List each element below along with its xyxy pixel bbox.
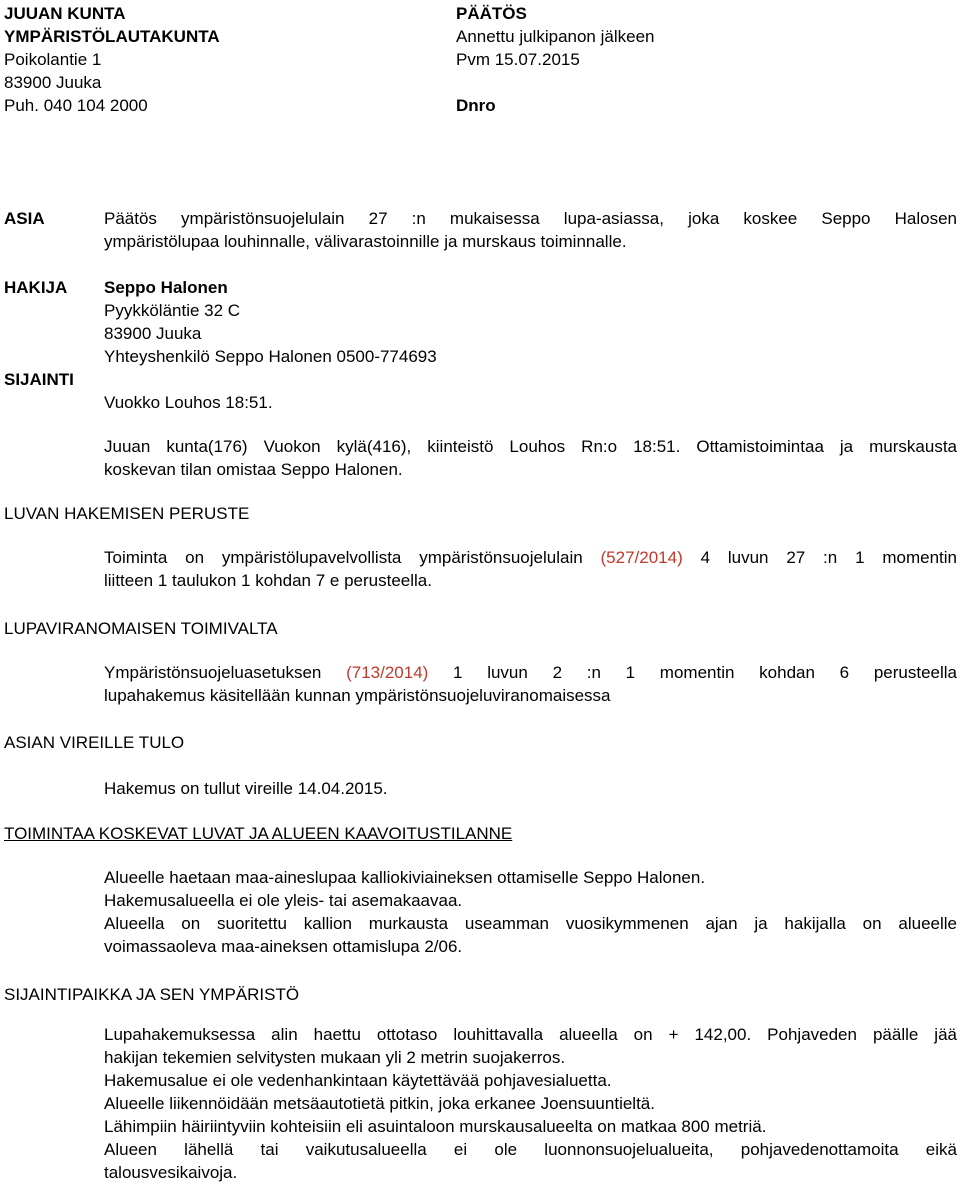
law-reference-link[interactable]: (527/2014) [600,548,683,567]
applicant-block [104,276,437,368]
sijainti-label: SIJAINTI [4,370,74,389]
applicant-address: Pyykköläntie 32 C [104,301,241,320]
asia-label: ASIA [4,209,45,228]
vireille-heading: ASIAN VIREILLE TULO [4,733,185,752]
sijaintipaikka-text: Lupahakemuksessa alin haettu ottotaso louhittavalla alueella on + 142,00. Pohjaveden päälle jää hakijan tekemien selvitysten mukaan yli 2 metrin suojakerros. Hakemusalue ei ole vedenhankintaan käytettävää pohjavesialuetta. Alueelle liikennöidään metsäautotietä pitkin, joka erkanee Joensuuntieltä. Lähimpiin häiriintyviin kohteisiin eli asuintaloon murskausalueelta on matkaa 800 metriä. Alueen lähellä tai vaikutusalueella ei ole luonnonsuojelualueita, pohjavedenottamoita eikä talousvesikaivoja. [104,1025,957,1182]
sender-block [4,2,220,117]
toimivalta-text: Ympäristönsuojeluasetuksen (713/2014) 1 luvun 2 :n 1 momentin kohdan 6 perusteella lupahakemus käsitellään kunnan ympäristönsuojeluviranomaisessa [104,663,957,705]
decision-date: Pvm 15.07.2015 [456,50,580,69]
luvat-text: Alueelle haetaan maa-aineslupaa kalliokiviaineksen ottamiselle Seppo Halonen. Hakemusalueella ei ole yleis- tai asemakaavaa. Alueella on suoritettu kallion murkausta useamman vuosikymmenen ajan ja hakijalla on alueelle voimassaoleva maa-aineksen ottamislupa 2/06. [104,868,957,956]
sijaintipaikka-heading: SIJAINTIPAIKKA JA SEN YMPÄRISTÖ [4,985,300,1004]
location-description: Juuan kunta(176) Vuokon kylä(416), kiinteistö Louhos Rn:o 18:51. Ottamistoimintaa ja murskausta koskevan tilan omistaa Seppo Halonen. [104,437,957,479]
vireille-text: Hakemus on tullut vireille 14.04.2015. [104,779,388,798]
decree-reference-link[interactable]: (713/2014) [346,663,429,682]
applicant-contact: Yhteyshenkilö Seppo Halonen 0500-774693 [104,347,437,366]
luvan-peruste-text: Toiminta on ympäristölupavelvollista ympäristönsuojelulain (527/2014) 4 luvun 27 :n 1 momentin liitteen 1 taulukon 1 kohdan 7 e perusteella. [104,548,957,590]
committee-name: YMPÄRISTÖLAUTAKUNTA [4,27,220,46]
publication-note: Annettu julkipanon jälkeen [456,27,655,46]
hakija-label: HAKIJA [4,278,68,297]
street-address: Poikolantie 1 [4,50,102,69]
asia-text: Päätös ympäristönsuojelulain 27 :n mukaisessa lupa-asiassa, joka koskee Seppo Halosen ympäristölupaa louhinnalle, välivarastoinnille ja murskaus toiminnalle. [104,209,957,251]
applicant-name: Seppo Halonen [104,278,228,297]
luvat-heading: TOIMINTAA KOSKEVAT LUVAT JA ALUEEN KAAVOITUSTILANNE [4,824,513,843]
municipality-name: JUUAN KUNTA [4,4,126,23]
toimivalta-heading: LUPAVIRANOMAISEN TOIMIVALTA [4,619,278,638]
decision-header [456,2,654,117]
postal-address: 83900 Juuka [4,73,102,92]
applicant-postal: 83900 Juuka [104,324,202,343]
dnro-label: Dnro [456,96,496,115]
document-type: PÄÄTÖS [456,4,527,23]
luvan-peruste-heading: LUVAN HAKEMISEN PERUSTE [4,504,250,523]
phone-number: Puh. 040 104 2000 [4,96,148,115]
location-place: Vuokko Louhos 18:51. [104,393,273,412]
